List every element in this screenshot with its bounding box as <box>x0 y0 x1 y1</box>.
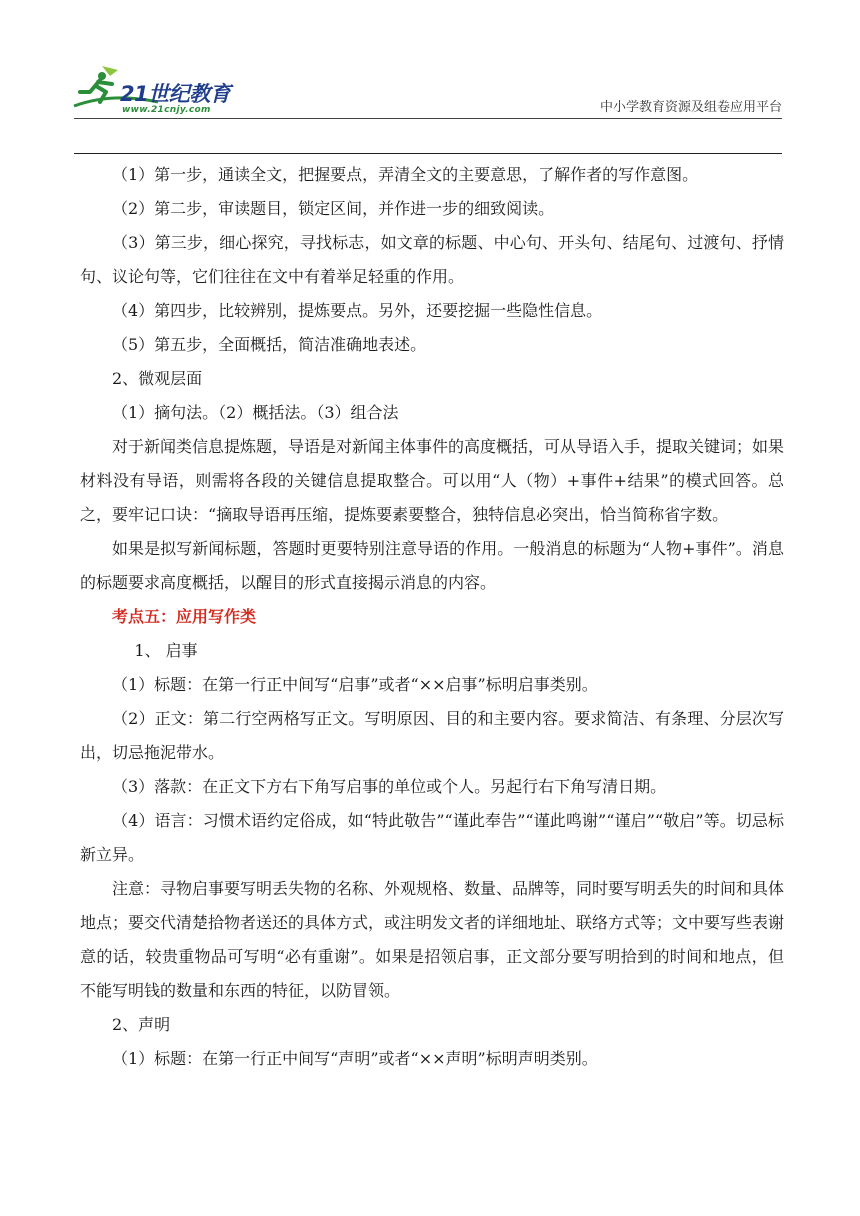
paragraph: （3）第三步，细心探究，寻找标志，如文章的标题、中心句、开头句、结尾句、过渡句、抒情句、议论句等，它们往往在文中有着举足轻重的作用。 <box>80 233 784 286</box>
paragraph: （1）标题：在第一行正中间写“启事”或者“××启事”标明启事类别。 <box>112 675 598 694</box>
topic-heading: 考点五：应用写作类 <box>112 607 257 626</box>
paragraph: （1）摘句法。（2）概括法。（3）组合法 <box>112 403 399 422</box>
section-heading: 2、微观层面 <box>112 369 203 388</box>
header-divider <box>74 118 782 119</box>
paragraph: （1）第一步，通读全文，把握要点，弄清全文的主要意思，了解作者的写作意图。 <box>112 165 699 184</box>
paragraph: （2）正文：第二行空两格写正文。写明原因、目的和主要内容。要求简洁、有条理、分层次写出，切忌拖泥带水。 <box>80 709 784 762</box>
paragraph: （1）标题：在第一行正中间写“声明”或者“××声明”标明声明类别。 <box>112 1049 598 1068</box>
platform-name: 中小学教育资源及组卷应用平台 <box>599 100 782 115</box>
paragraph: （4）语言：习惯术语约定俗成，如“特此敬告”“谨此奉告”“谨此鸣谢”“谨启”“敬启”等。切忌标新立异。 <box>80 811 784 864</box>
paragraph: （3）落款：在正文下方右下角写启事的单位或个人。另起行右下角写清日期。 <box>112 777 667 796</box>
section-heading: 2、声明 <box>112 1015 171 1034</box>
paragraph: 注意：寻物启事要写明丢失物的名称、外观规格、数量、品牌等，同时要写明丢失的时间和具体地点；要交代清楚拾物者送还的具体方式，或注明发文者的详细地址、联络方式等；文中要写些表谢意的话，较贵重物品可写明“必有重谢”。如果是招领启事，正文部分要写明拾到的时间和地点，但不能写明钱的数量和东西的特征，以防冒领。 <box>80 879 785 1000</box>
section-heading: 1、 启事 <box>134 641 198 660</box>
paragraph: （4）第四步，比较辨别，提炼要点。另外，还要挖掘一些隐性信息。 <box>112 301 603 320</box>
document-body <box>80 158 784 1076</box>
logo-text: 21世纪教育 <box>120 82 231 106</box>
paragraph: 如果是拟写新闻标题，答题时更要特别注意导语的作用。一般消息的标题为“人物+事件”。消息的标题要求高度概括，以醒目的形式直接揭示消息的内容。 <box>80 539 784 592</box>
logo-url: www.21cnjy.com <box>122 105 211 115</box>
page-header <box>0 0 860 160</box>
paragraph: （5）第五步，全面概括，简洁准确地表述。 <box>112 335 427 354</box>
paragraph: 对于新闻类信息提炼题，导语是对新闻主体事件的高度概括，可从导语入手，提取关键词；如果材料没有导语，则需将各段的关键信息提取整合。可以用“人（物）+事件+结果”的模式回答。总之，要牢记口诀：“摘取导语再压缩，提炼要素要整合，独特信息必突出，恰当简称省字数。 <box>80 437 785 524</box>
paragraph: （2）第二步，审读题目，锁定区间，并作进一步的细致阅读。 <box>112 199 555 218</box>
content-top-rule <box>74 153 782 154</box>
